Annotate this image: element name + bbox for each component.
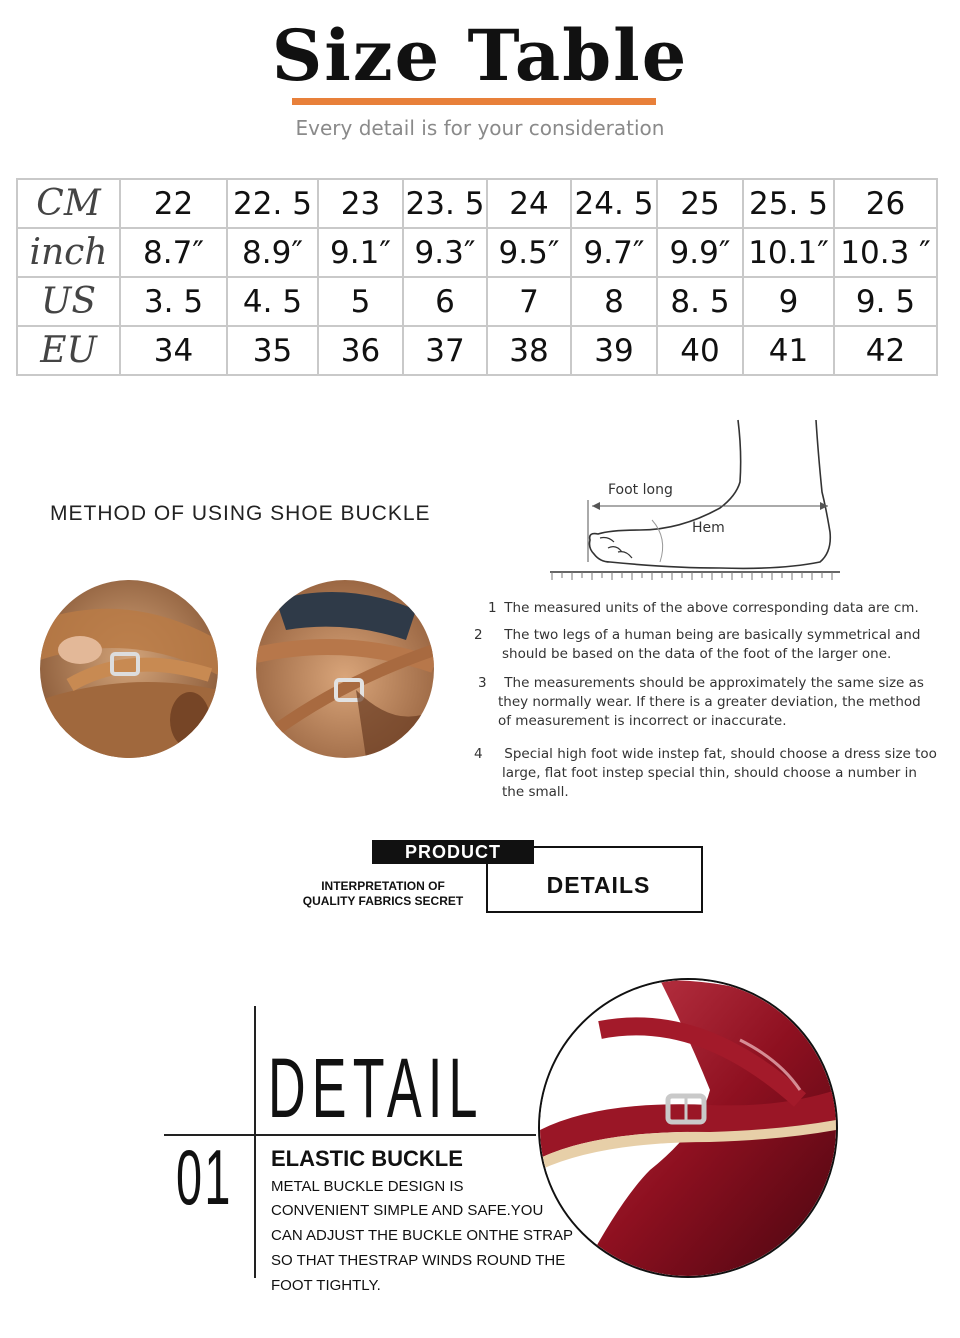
row-header: US (17, 277, 120, 326)
detail-vertical-rule (254, 1006, 256, 1278)
size-cell: 9.1″ (318, 228, 403, 277)
size-cell: 41 (743, 326, 834, 375)
feature-description-line: FOOT TIGHTLY. (271, 1277, 381, 1294)
product-badge: PRODUCT (372, 840, 534, 864)
size-cell: 35 (227, 326, 318, 375)
details-heading: DETAILS (546, 872, 651, 898)
size-cell: 23 (318, 179, 403, 228)
size-cell: 8.9″ (227, 228, 318, 277)
detail-number: 01 (176, 1133, 233, 1221)
size-cell: 22 (120, 179, 227, 228)
measurement-note: 3 The measurements should be approximately the same size as they normally wear. If there is a greater deviation, the method of measurement is incorrect or inaccurate. (478, 675, 924, 729)
size-cell: 24. 5 (571, 179, 657, 228)
size-cell: 42 (834, 326, 937, 375)
size-cell: 40 (657, 326, 743, 375)
size-cell: 26 (834, 179, 937, 228)
measurement-note: 2 The two legs of a human being are basically symmetrical and should be based on the data of the foot of the larger one. (474, 627, 921, 662)
measurement-note: 4 Special high foot wide instep fat, should choose a dress size too large, flat foot instep special thin, should choose a number in the small. (474, 746, 937, 800)
size-row-us (17, 277, 937, 326)
buckle-photo-1 (40, 580, 218, 758)
size-cell: 9.9″ (657, 228, 743, 277)
row-header: inch (17, 228, 120, 277)
size-cell: 9.3″ (403, 228, 487, 277)
interpretation-text: INTERPRETATION OF QUALITY FABRICS SECRET (302, 879, 464, 908)
buckle-method-title: METHOD OF USING SHOE BUCKLE (50, 502, 431, 525)
size-cell: 4. 5 (227, 277, 318, 326)
size-cell: 5 (318, 277, 403, 326)
size-row-cm (17, 179, 937, 228)
shoe-buckle-closeup (538, 978, 838, 1278)
hem-label: Hem (692, 520, 725, 536)
size-cell: 37 (403, 326, 487, 375)
size-row-eu (17, 326, 937, 375)
size-cell: 36 (318, 326, 403, 375)
size-cell: 9.7″ (571, 228, 657, 277)
size-cell: 9. 5 (834, 277, 937, 326)
size-cell: 25 (657, 179, 743, 228)
row-header: CM (17, 179, 120, 228)
size-row-inch (17, 228, 937, 277)
size-cell: 39 (571, 326, 657, 375)
size-cell: 8. 5 (657, 277, 743, 326)
size-cell: 22. 5 (227, 179, 318, 228)
feature-description-line: CAN ADJUST THE BUCKLE ONTHE STRAP (271, 1227, 574, 1244)
foot-measurement-diagram (540, 412, 850, 588)
size-cell: 6 (403, 277, 487, 326)
size-cell: 38 (487, 326, 571, 375)
size-cell: 24 (487, 179, 571, 228)
size-table (16, 178, 938, 376)
size-cell: 8.7″ (120, 228, 227, 277)
size-cell: 3. 5 (120, 277, 227, 326)
size-cell: 25. 5 (743, 179, 834, 228)
buckle-photo-2 (256, 580, 434, 758)
page-subtitle: Every detail is for your consideration (295, 116, 665, 140)
size-cell: 23. 5 (403, 179, 487, 228)
title-underline (292, 98, 656, 105)
detail-heading: DETAIL (268, 1041, 484, 1135)
size-cell: 10.1″ (743, 228, 834, 277)
foot-long-label: Foot long (608, 482, 673, 498)
size-cell: 8 (571, 277, 657, 326)
feature-description-line: METAL BUCKLE DESIGN IS (271, 1178, 464, 1195)
row-header: EU (17, 326, 120, 375)
size-cell: 7 (487, 277, 571, 326)
feature-description-line: CONVENIENT SIMPLE AND SAFE.YOU (271, 1202, 544, 1219)
feature-description-line: SO THAT THESTRAP WINDS ROUND THE (271, 1252, 566, 1269)
size-cell: 34 (120, 326, 227, 375)
size-cell: 9.5″ (487, 228, 571, 277)
feature-title: ELASTIC BUCKLE (271, 1146, 463, 1171)
measurement-note: 1 The measured units of the above corresponding data are cm. (488, 600, 919, 616)
page-title: Size Table (271, 14, 689, 97)
size-cell: 10.3 ″ (834, 228, 937, 277)
size-cell: 9 (743, 277, 834, 326)
